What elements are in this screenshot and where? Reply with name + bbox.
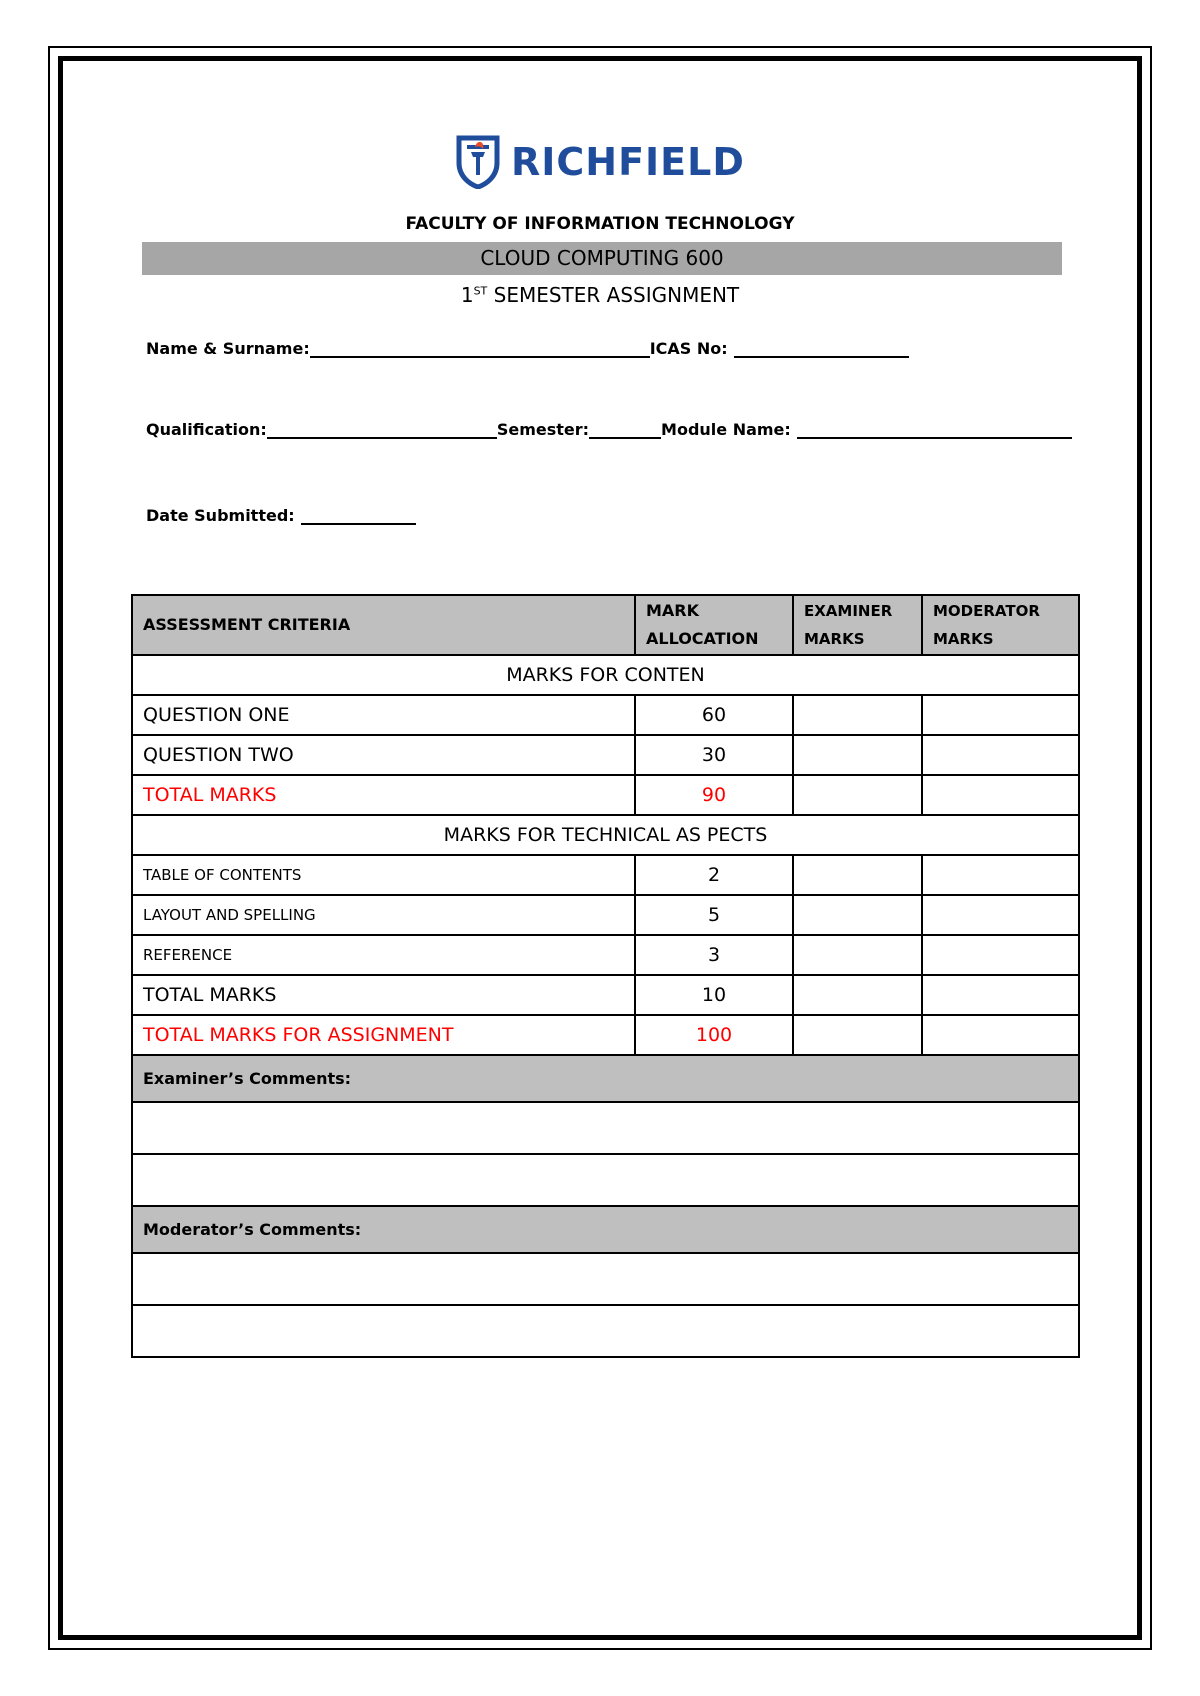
examiner-mark-cell[interactable] [793, 1015, 922, 1055]
qualification-field[interactable] [267, 419, 497, 439]
module-name-field[interactable] [797, 419, 1072, 439]
moderator-comment-field[interactable] [132, 1305, 1079, 1357]
module-title: CLOUD COMPUTING 600 [142, 242, 1062, 275]
examiner-mark-cell[interactable] [793, 855, 922, 895]
header-moderator-marks: MODERATOR MARKS [922, 595, 1079, 655]
examiner-mark-cell[interactable] [793, 935, 922, 975]
table-row [132, 735, 1079, 775]
section-row-content [132, 655, 1079, 695]
table-row [132, 855, 1079, 895]
name-surname-label: Name & Surname: [146, 339, 310, 358]
moderator-mark-cell[interactable] [922, 695, 1079, 735]
mark-allocation: 60 [635, 695, 793, 735]
assessment-table [131, 594, 1080, 1358]
examiner-mark-cell[interactable] [793, 895, 922, 935]
mark-allocation: 100 [635, 1015, 793, 1055]
examiner-comment-field[interactable] [132, 1102, 1079, 1154]
table-row [132, 1015, 1079, 1055]
moderator-comments-label: Moderator’s Comments: [132, 1206, 1079, 1253]
date-row [146, 505, 416, 525]
moderator-comment-line [132, 1253, 1079, 1305]
mark-allocation: 30 [635, 735, 793, 775]
moderator-mark-cell[interactable] [922, 1015, 1079, 1055]
criteria-label: LAYOUT AND SPELLING [132, 895, 635, 935]
name-surname-field[interactable] [310, 338, 650, 358]
examiner-comment-line [132, 1154, 1079, 1206]
section-title-content: MARKS FOR CONTEN [132, 655, 1079, 695]
criteria-label: TOTAL MARKS FOR ASSIGNMENT [132, 1015, 635, 1055]
qualification-label: Qualification: [146, 420, 267, 439]
moderator-comment-field[interactable] [132, 1253, 1079, 1305]
mark-allocation: 5 [635, 895, 793, 935]
examiner-mark-cell[interactable] [793, 975, 922, 1015]
richfield-logo [455, 132, 745, 192]
icas-label: ICAS No: [649, 339, 728, 358]
criteria-label: QUESTION ONE [132, 695, 635, 735]
criteria-label: TOTAL MARKS [132, 975, 635, 1015]
name-row [146, 338, 909, 358]
criteria-label: TOTAL MARKS [132, 775, 635, 815]
semester-title: 1ST SEMESTER ASSIGNMENT [460, 283, 740, 307]
examiner-comment-line [132, 1102, 1079, 1154]
moderator-mark-cell[interactable] [922, 775, 1079, 815]
table-row [132, 975, 1079, 1015]
moderator-mark-cell[interactable] [922, 855, 1079, 895]
mark-allocation: 90 [635, 775, 793, 815]
date-submitted-field[interactable] [301, 505, 416, 525]
moderator-mark-cell[interactable] [922, 735, 1079, 775]
examiner-comment-field[interactable] [132, 1154, 1079, 1206]
table-header-row [132, 595, 1079, 655]
examiner-comments-header-row [132, 1055, 1079, 1102]
moderator-comment-line [132, 1305, 1079, 1357]
date-submitted-label: Date Submitted: [146, 506, 295, 525]
semester-field[interactable] [589, 419, 661, 439]
section-title-technical: MARKS FOR TECHNICAL AS PECTS [132, 815, 1079, 855]
mark-allocation: 10 [635, 975, 793, 1015]
mark-allocation: 3 [635, 935, 793, 975]
moderator-mark-cell[interactable] [922, 895, 1079, 935]
shield-torch-icon [455, 135, 501, 189]
module-name-label: Module Name: [661, 420, 791, 439]
qualification-row [146, 419, 1072, 439]
examiner-mark-cell[interactable] [793, 695, 922, 735]
table-row [132, 935, 1079, 975]
header-examiner-marks: EXAMINER MARKS [793, 595, 922, 655]
examiner-comments-label: Examiner’s Comments: [132, 1055, 1079, 1102]
criteria-label: REFERENCE [132, 935, 635, 975]
table-row [132, 695, 1079, 735]
moderator-comments-header-row [132, 1206, 1079, 1253]
header-mark-allocation: MARK ALLOCATION [635, 595, 793, 655]
logo-wordmark: RICHFIELD [511, 140, 745, 184]
mark-allocation: 2 [635, 855, 793, 895]
faculty-title: FACULTY OF INFORMATION TECHNOLOGY [405, 214, 795, 234]
examiner-mark-cell[interactable] [793, 775, 922, 815]
table-row [132, 895, 1079, 935]
examiner-mark-cell[interactable] [793, 735, 922, 775]
moderator-mark-cell[interactable] [922, 935, 1079, 975]
section-row-technical [132, 815, 1079, 855]
semester-label: Semester: [496, 420, 590, 439]
icas-field[interactable] [734, 338, 909, 358]
header-criteria: ASSESSMENT CRITERIA [132, 595, 635, 655]
moderator-mark-cell[interactable] [922, 975, 1079, 1015]
table-row [132, 775, 1079, 815]
criteria-label: QUESTION TWO [132, 735, 635, 775]
criteria-label: TABLE OF CONTENTS [132, 855, 635, 895]
